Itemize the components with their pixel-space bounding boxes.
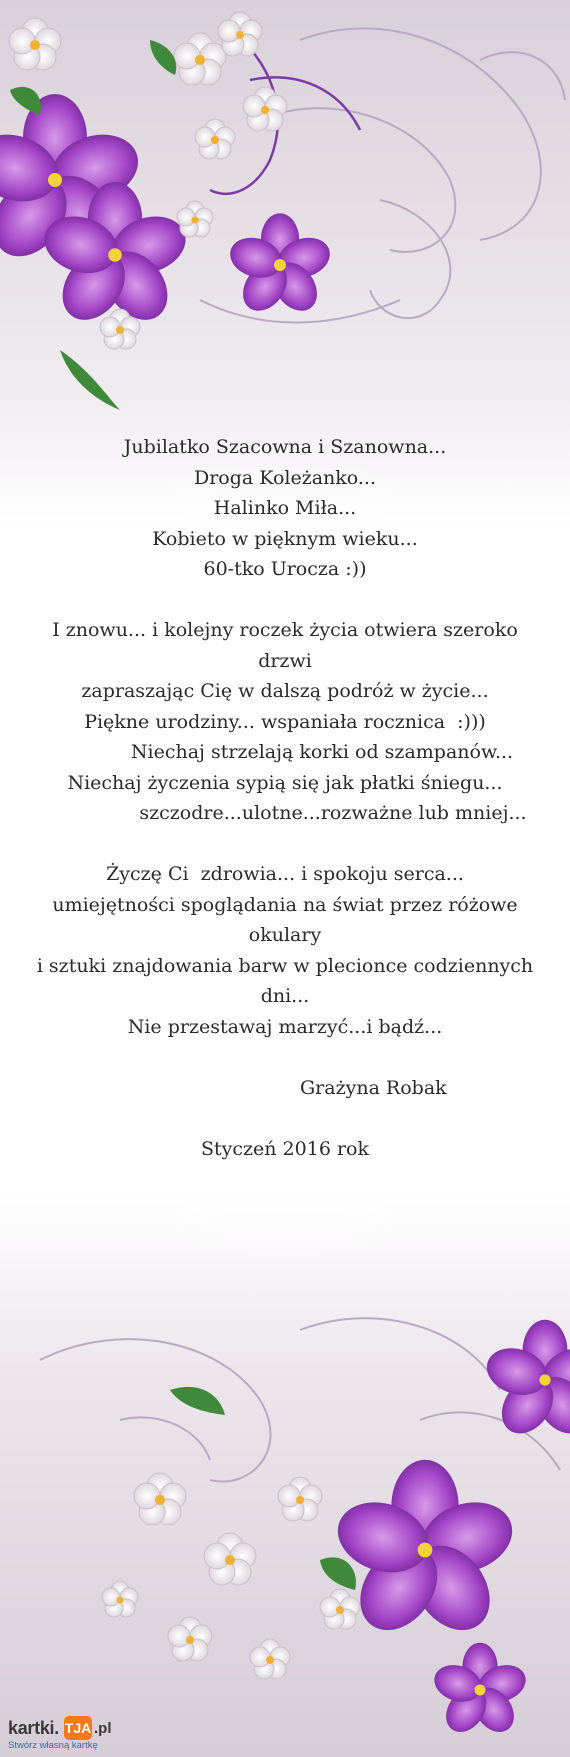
flowers-top-left <box>0 12 335 410</box>
message-line-11: szczodre...ulotne...rozważne lub mniej... <box>139 802 527 824</box>
message-line-15: Nie przestawaj marzyć...i bądź... <box>127 1015 443 1038</box>
message-line-10: Niechaj życzenia sypią się jak płatki śniegu... <box>67 771 503 794</box>
logo-badge: TJA <box>64 1716 92 1740</box>
message-line-1: Jubilatko Szacowna i Szanowna... <box>123 436 447 458</box>
paragraph-gap <box>30 829 540 860</box>
message-line-4: Kobieto w pięknym wieku... <box>152 527 418 550</box>
greeting-message <box>30 432 540 1164</box>
logo-tld: .pl <box>94 1720 112 1737</box>
message-line-8: Piękne urodziny... wspaniała rocznica :))) <box>84 710 486 733</box>
message-line-14: i sztuki znajdowania barw w plecionce codziennych dni... <box>36 954 540 1007</box>
flowers-bottom-right <box>102 1320 570 1740</box>
message-line-9: Niechaj strzelają korki od szampanów... <box>130 741 514 763</box>
swirl-ornaments-bottom <box>40 1318 560 1481</box>
message-line-5: 60-tko Urocza :)) <box>203 558 367 580</box>
message-line-12: Życzę Ci zdrowia... i spokoju serca... <box>106 863 464 885</box>
paragraph-gap <box>30 1042 540 1073</box>
message-line-13: umiejętności spoglądania na świat przez różowe okulary <box>52 893 524 946</box>
message-line-6: I znowu... i kolejny roczek życia otwiera szeroko drzwi <box>52 619 524 672</box>
signature: Grażyna Robak <box>300 1076 447 1099</box>
message-line-2: Droga Koleżanko... <box>193 466 377 489</box>
paragraph-gap <box>30 1103 540 1134</box>
message-line-7: zapraszając Cię w dalszą podróż w życie... <box>81 680 489 702</box>
logo-tagline: Stwórz własną kartkę <box>8 1740 98 1751</box>
kartki-logo[interactable] <box>8 1718 138 1754</box>
message-line-3: Halinko Miła... <box>213 497 357 519</box>
date-line: Styczeń 2016 rok <box>201 1137 369 1160</box>
paragraph-gap <box>30 585 540 616</box>
logo-name: kartki. <box>8 1718 59 1738</box>
